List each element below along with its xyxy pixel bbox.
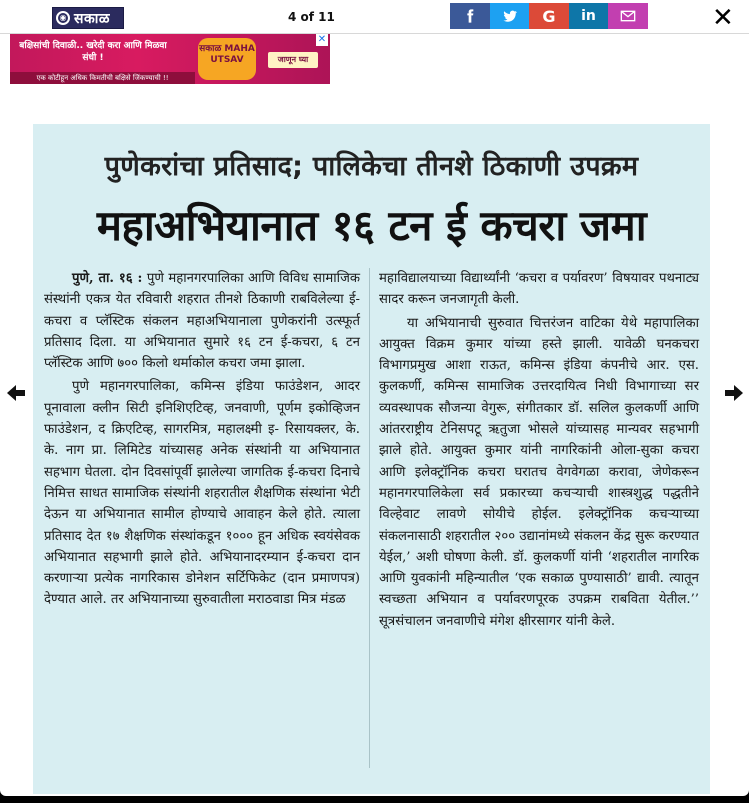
article-column-right xyxy=(379,268,699,788)
column-divider xyxy=(369,268,370,768)
article-paragraph xyxy=(44,268,360,374)
ad-close-icon[interactable]: ✕ xyxy=(317,34,327,45)
ad-text: बक्षिसांची दिवाळी.. खरेदी करा आणि मिळवा संधी ! xyxy=(19,41,167,63)
facebook-icon xyxy=(462,8,478,24)
facebook-share-button[interactable] xyxy=(450,3,490,29)
logo-emblem-icon: ◉ xyxy=(56,11,70,25)
share-bar xyxy=(450,3,648,29)
article-paragraph: पुणे महानगरपालिका, कमिन्स इंडिया फाउंडेशन, आदर पूनावाला क्लीन सिटी इनिशिएटिव्ह, जनवाणी, पूर्णम इकोव्हिजन फाउंडेशन, द क्रिएटिव्ह, सागरमित्र, महालक्ष्मी इ- रिसायक्लर, के. के. नाग प्रा. लिमिटेड यांच्यासह अनेक संस्थांनी या अभियानात सहभाग घेतला. दोन दिवसांपूर्वी झालेल्या जागतिक ई-कचरा दिनाचे निमित्त साधत सामाजिक संस्थांनी शहरातील शैक्षणिक संस्थांना भेटी देऊन या अभियानात सामील होण्याचे आवाहन केले होते. त्याला प्रतिसाद देत १७ शैक्षणिक संस्थांकडून १००० हून अधिक स्वयंसेवक अभियानात सहभागी झाले होते. अभियानादरम्यान ई-कचरा दान करणाऱ्या प्रत्येक नागरिकास डोनेशन सर्टिफिकेट (दान प्रमाणपत्र) देण्यात आले. तर अभियानाच्या सुरुवातीला मराठवाडा मित्र मंडळ xyxy=(44,379,360,608)
linkedin-share-button[interactable] xyxy=(569,3,609,29)
article-clipping xyxy=(33,124,710,794)
article-kicker: पुणेकरांचा प्रतिसाद; पालिकेचा तीनशे ठिकाणी उपक्रम xyxy=(104,151,639,182)
sakal-logo[interactable] xyxy=(52,7,124,29)
article-dateline: पुणे, ता. १६ : xyxy=(72,271,143,286)
top-bar xyxy=(0,0,749,34)
logo-text: सकाळ xyxy=(74,10,110,27)
ad-cta-button[interactable]: जाणून घ्या xyxy=(268,52,318,68)
google-icon: G xyxy=(542,6,556,26)
article-column-left xyxy=(44,268,360,788)
article-headline: महाअभियानात १६ टन ई कचरा जमा xyxy=(96,201,647,250)
previous-page-arrow-icon[interactable] xyxy=(6,383,26,403)
ad-banner[interactable] xyxy=(10,34,330,84)
page-counter: 4 of 11 xyxy=(288,10,335,24)
close-button[interactable]: ✕ xyxy=(712,3,734,33)
twitter-icon xyxy=(502,8,518,24)
ad-footer-text: एक कोटीहून अधिक किमतीची बक्षिसे जिंकण्याची !! xyxy=(10,72,195,84)
email-share-button[interactable] xyxy=(608,3,648,29)
ad-maha-utsav-badge: सकाळ MAHA UTSAV xyxy=(198,38,256,80)
article-paragraph-text: पुणे महानगरपालिका आणि विविध सामाजिक संस्थांनी एकत्र येत रविवारी शहरात तीनशे ठिकाणी राबविलेल्या ई-कचरा व प्लॅस्टिक संकलन महाअभियानाला पुणेकरांनी उत्स्फूर्त प्रतिसाद दिला. या अभियानात सुमारे १६ टन ई-कचरा, ६ टन प्लॅस्टिक आणि ७०० किलो थर्माकोल कचरा जमा झाला. xyxy=(44,271,360,372)
twitter-share-button[interactable] xyxy=(490,3,530,29)
article-paragraph: या अभियानाची सुरुवात चित्तरंजन वाटिका येथे महापालिका आयुक्त विक्रम कुमार यांच्या हस्ते झाली. यावेळी घनकचरा विभागप्रमुख आशा राऊत, कमिन्स इंडिया कंपनीचे आर. एस. कुलकर्णी, कमिन्स सामाजिक उत्तरदायित्व निधी विभागाच्या सर व्यवस्थापक सौजन्या वेगुरू, संगीतकार डॉ. सलिल कुलकर्णी आणि आंतरराष्ट्रीय टेनिसपटू ऋतुजा भोसले यांच्यासह मान्यवर सहभागी झाले होते. आयुक्त कुमार यांनी नागरिकांनी ओला-सुका कचरा आणि इलेक्ट्रॉनिक कचरा घरातच वेगवेगळा करावा, जेणेकरून महानगरपालिकेला सर्व प्रकारच्या कचऱ्याची शास्त्रशुद्ध पद्धतीने विल्हेवाट लावणे सोयीचे होईल. इलेक्ट्रॉनिक कचऱ्याच्या संकलनासाठी शहरातील २०० उद्यानांमध्ये संकलन केंद्र सुरू करण्यात येईल,’ अशी घोषणा केली. डॉ. कुलकर्णी यांनी ‘शहरातील नागरिक आणि युवकांनी महिन्यातील ‘एक सकाळ पुण्यासाठी’ द्यावी. त्यातून स्वच्छता अभियान व पर्यावरणपूरक उपक्रम राबविता येतील.’’ सूत्रसंचालन जनवाणीचे मंगेश क्षीरसागर यांनी केले. xyxy=(379,315,699,629)
google-share-button[interactable] xyxy=(529,3,569,29)
article-paragraph: महाविद्यालयाच्या विद्यार्थ्यांनी ‘कचरा व पर्यावरण’ विषयावर पथनाट्य सादर करून जनजागृती केली. xyxy=(379,271,699,308)
linkedin-icon: in xyxy=(581,8,596,24)
next-page-arrow-icon[interactable] xyxy=(724,383,744,403)
email-icon xyxy=(620,8,636,24)
